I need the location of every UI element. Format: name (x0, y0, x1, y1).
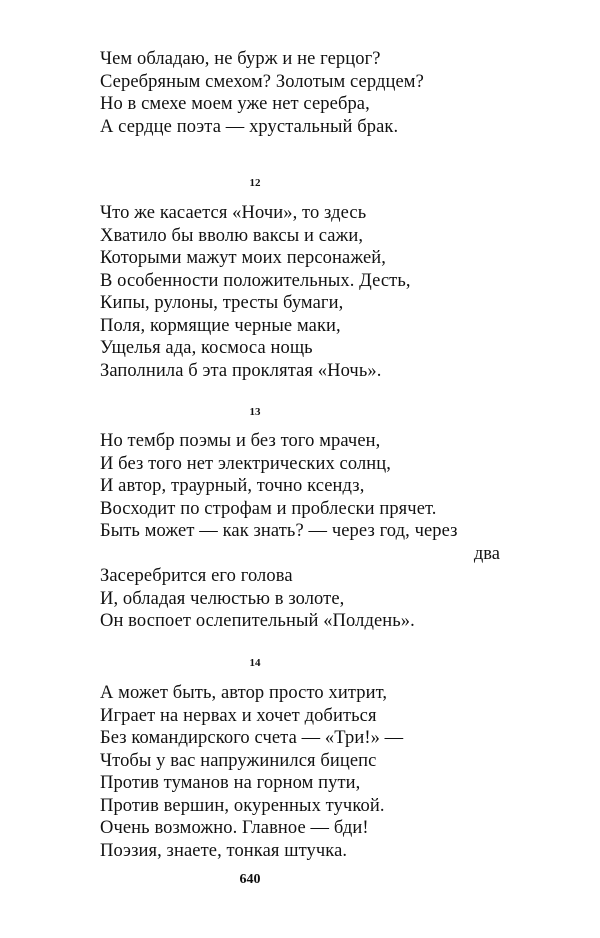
poem-line: В особенности положительных. Десть, (100, 270, 411, 291)
poem-line: Поля, кормящие черные маки, (100, 315, 341, 336)
poem-line: Против вершин, окуренных тучкой. (100, 795, 385, 816)
poem-line: И автор, траурный, точно ксендз, (100, 476, 365, 496)
poem-line: Но в смехе моем уже нет серебра, (100, 94, 370, 114)
section-number-12: 12 (249, 177, 261, 189)
poem-line: И, обладая челюстью в золоте, (100, 588, 345, 609)
poem-line: Очень возможно. Главное — бди! (100, 818, 369, 838)
poem-line: Он воспоет ослепительный «Полдень». (100, 611, 415, 631)
page-number: 640 (239, 872, 261, 887)
poem-line: А может быть, автор просто хитрит, (100, 683, 388, 703)
poem-line: Без командирского счета — «Три!» — (100, 728, 404, 748)
poem-line: Кипы, рулоны, тресты бумаги, (100, 293, 344, 313)
stanza-13 (100, 430, 520, 633)
poem-line: Против туманов на горном пути, (100, 773, 361, 793)
stanza-14 (100, 682, 520, 862)
poem-line: Восходит по строфам и проблески прячет. (100, 498, 437, 519)
poem-line: Ущелья ада, космоса нощь (100, 338, 313, 358)
poem-line: И без того нет электрических солнц, (100, 453, 392, 474)
poem-line: Играет на нервах и хочет добиться (100, 705, 377, 726)
poem-line: Что же касается «Ночи», то здесь (100, 203, 367, 223)
poem-line: Заполнила б эта проклятая «Ночь». (100, 360, 382, 381)
poem-line-overflow: два (473, 543, 500, 564)
poem-line: Чем обладаю, не бурж и не герцог? (100, 49, 381, 69)
poem-line: Быть может — как знать? — через год, через (100, 521, 458, 541)
poem-line: Засеребрится его голова (100, 566, 293, 586)
poem-line: Но тембр поэмы и без того мрачен, (100, 431, 381, 451)
section-number-13: 13 (249, 406, 261, 418)
poem-line: А сердце поэта — хрустальный брак. (100, 116, 399, 137)
poem-line: Поэзия, знаете, тонкая штучка. (100, 840, 348, 861)
poem-line: Чтобы у вас напружинился бицепс (100, 750, 377, 771)
poem-line: Серебряным смехом? Золотым сердцем? (100, 71, 424, 92)
stanza-12 (100, 202, 520, 382)
poem-line: Хватило бы вволю ваксы и сажи, (100, 225, 364, 246)
stanza-11-continuation (100, 48, 520, 138)
poem-line: Которыми мажут моих персонажей, (100, 248, 387, 268)
section-number-14: 14 (249, 657, 261, 669)
